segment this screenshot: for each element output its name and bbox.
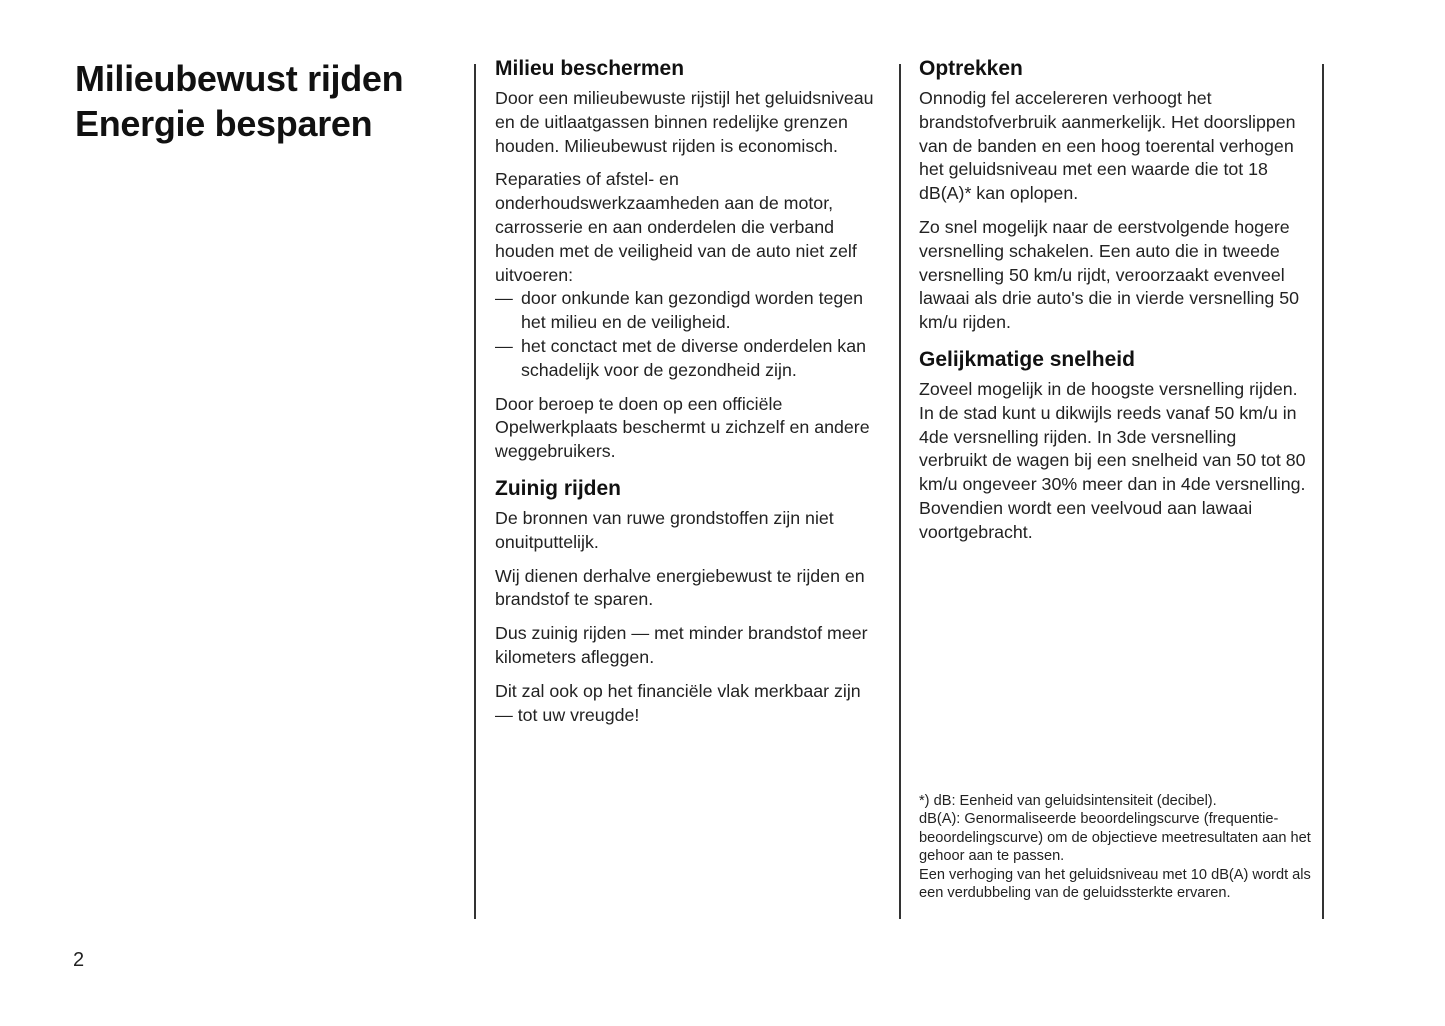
footnote-line: Een verhoging van het geluidsniveau met 10 dB(A) wordt als een verdubbeling van de geluidssterkte ervaren.: [919, 866, 1311, 902]
page-title: [75, 56, 403, 146]
paragraph: Zo snel mogelijk naar de eerstvolgende hogere versnelling schakelen. Een auto die in tweede versnelling 50 km/u rijdt, veroorzaakt evenveel lawaai als drie auto's die in vierde versnelling 50 km/u rijden.: [919, 216, 1299, 333]
page-number: 2: [73, 949, 85, 971]
page-title-line-1: Milieubewust rijden: [75, 58, 404, 99]
column-divider-left: [474, 64, 476, 919]
footnote: [919, 792, 1311, 902]
page-title-line-2: Energie besparen: [75, 103, 373, 144]
paragraph: Door beroep te doen op een officiële Opelwerkplaats beschermt u zichzelf en andere weggebruikers.: [495, 393, 870, 462]
column-divider-middle: [899, 64, 901, 919]
column-driving: [919, 56, 1307, 555]
paragraph: Door een milieubewuste rijstijl het geluidsniveau en de uitlaatgassen binnen redelijke grenzen houden. Milieubewust rijden is economisch.: [495, 88, 874, 156]
paragraph: Wij dienen derhalve energiebewust te rijden en brandstof te sparen.: [495, 565, 865, 610]
paragraph: Reparaties of afstel- en onderhoudswerkzaamheden aan de motor, carrosserie en aan onderdelen die verband houden met de veiligheid van de auto niet zelf uitvoeren:: [495, 169, 857, 285]
paragraph: Onnodig fel accelereren verhoogt het brandstofverbruik aanmerkelijk. Het doorslippen van de banden en een hoog toerental verhogen het geluidsniveau met een waarde die tot 18 dB(A)* kan oplopen.: [919, 88, 1296, 204]
list-item-text: door onkunde kan gezondigd worden tegen het milieu en de veiligheid.: [521, 288, 864, 333]
footnote-line: *) dB: Eenheid van geluidsintensiteit (decibel).: [919, 793, 1217, 809]
paragraph: De bronnen van ruwe grondstoffen zijn niet onuitputtelijk.: [495, 507, 834, 552]
heading-gelijkmatige-snelheid: Gelijkmatige snelheid: [919, 347, 1135, 371]
list-item: [495, 335, 880, 383]
paragraph: Dit zal ook op het financiële vlak merkbaar zijn — tot uw vreugde!: [495, 680, 861, 725]
paragraph: Zoveel mogelijk in de hoogste versnelling rijden. In de stad kunt u dikwijls reeds vanaf 50 km/u in 4de versnelling rijden. In 3de versnelling verbruikt de wagen bij een snelheid van 50 tot 80 km/u ongeveer 30% meer dan in 4de versnelling. Bovendien wordt een veelvoud aan lawaai voortgebracht.: [919, 378, 1306, 542]
column-environment: [495, 56, 880, 737]
dash-bullet: —: [495, 335, 513, 356]
heading-zuinig-rijden: Zuinig rijden: [495, 476, 621, 500]
paragraph: Dus zuinig rijden — met minder brandstof meer kilometers afleggen.: [495, 623, 868, 667]
heading-optrekken: Optrekken: [919, 57, 1023, 80]
list-item: [495, 287, 880, 335]
dash-bullet: —: [495, 288, 513, 309]
column-divider-right: [1322, 64, 1324, 919]
footnote-line: dB(A): Genormaliseerde beoordelingscurve (frequentie-beoordelingscurve) om de objectieve meetresultaten aan het gehoor aan te passen.: [919, 811, 1311, 865]
list-item-text: het conctact met de diverse onderdelen kan schadelijk voor de gezondheid zijn.: [521, 335, 866, 380]
warning-list: [495, 287, 880, 382]
heading-milieu-beschermen: Milieu beschermen: [495, 57, 685, 80]
